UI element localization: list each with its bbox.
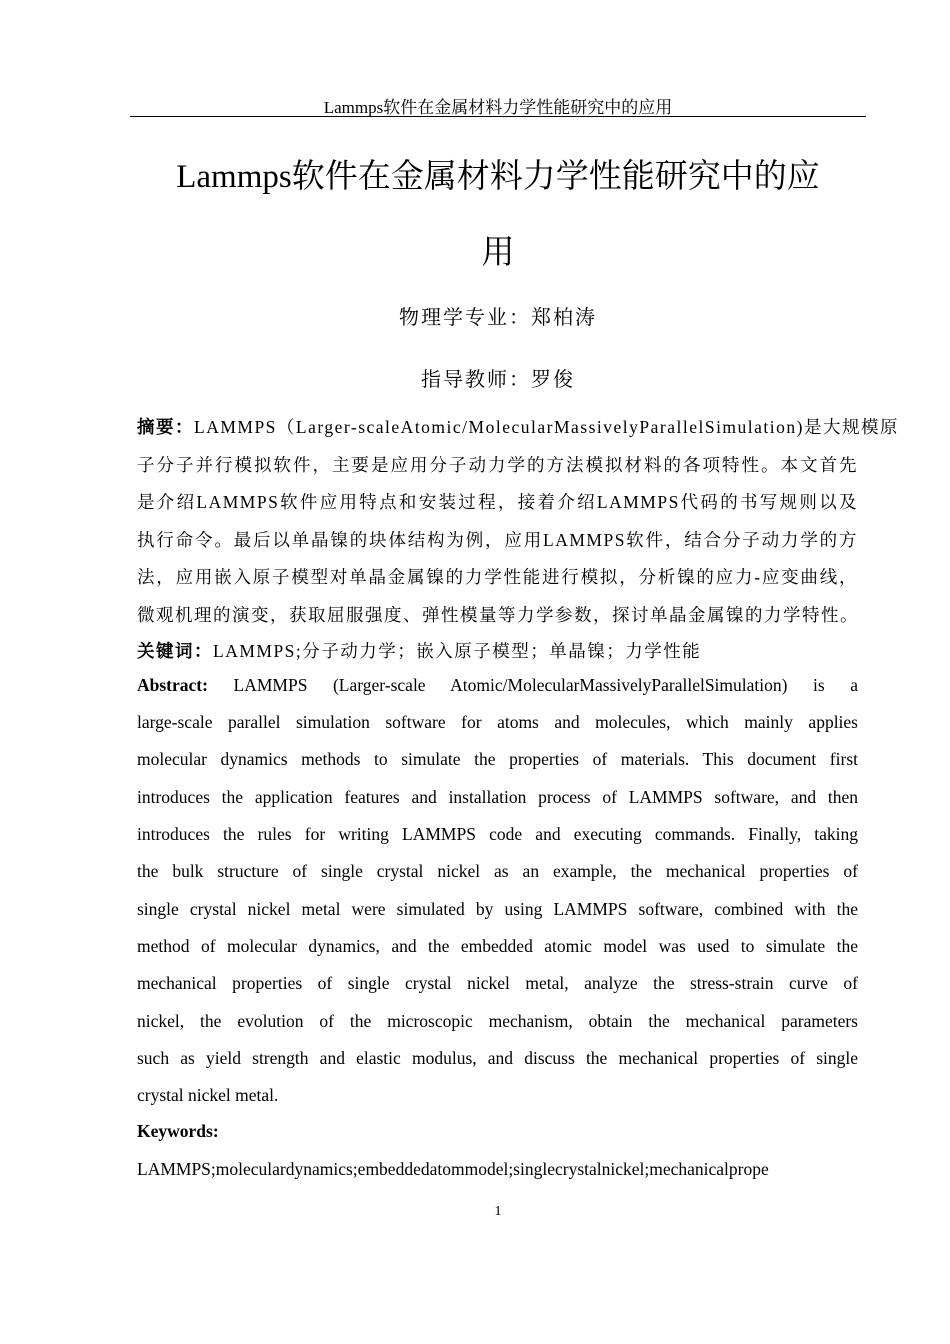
header-rule: [130, 116, 866, 117]
cn-abstract-line: 法，应用嵌入原子模型对单晶金属镍的力学性能进行模拟，分析镍的应力-应变曲线，: [137, 567, 858, 587]
cn-abstract-line: 微观机理的演变，获取屈服强度、弹性模量等力学参数，探讨单晶金属镍的力学特性。: [137, 605, 859, 625]
en-abstract-line: nickel, the evolution of the microscopic mechanism, obtain the mechanical parameters: [137, 1011, 858, 1031]
title-line-2: 用: [481, 235, 515, 271]
cn-abstract-line: 执行命令。最后以单晶镍的块体结构为例，应用LAMMPS软件，结合分子动力学的方: [137, 530, 858, 550]
en-keywords-label: Keywords:: [137, 1121, 219, 1141]
en-abstract-line: the bulk structure of single crystal nickel as an example, the mechanical properties of: [137, 861, 858, 881]
en-abstract-label: Abstract:: [137, 675, 208, 695]
en-abstract-line: mechanical properties of single crystal nickel metal, analyze the stress-strain curve of: [137, 973, 858, 993]
advisor: 指导教师：罗俊: [421, 369, 575, 391]
cn-abstract-line: 子分子并行模拟软件，主要是应用分子动力学的方法模拟材料的各项特性。本文首先: [137, 455, 858, 475]
author-major: 物理学专业：郑柏涛: [399, 307, 597, 329]
running-header: Lammps软件在金属材料力学性能研究中的应用: [323, 98, 673, 117]
en-abstract-line: introduces the application features and installation process of LAMMPS software, and then: [137, 787, 858, 807]
cn-keywords-label: 关键词：: [137, 641, 213, 661]
en-keywords: LAMMPS;moleculardynamics;embeddedatommodel;singlecrystalnickel;mechanicalprope: [137, 1159, 769, 1179]
en-abstract-line: introduces the rules for writing LAMMPS code and executing commands. Finally, taking: [137, 824, 858, 844]
en-abstract-line: single crystal nickel metal were simulated by using LAMMPS software, combined with the: [137, 899, 858, 919]
page-number: 1: [494, 1204, 502, 1219]
title-line-1: Lammps软件在金属材料力学性能研究中的应: [176, 159, 820, 195]
en-abstract-line: method of molecular dynamics, and the embedded atomic model was used to simulate the: [137, 936, 858, 956]
en-abstract-line: Abstract: LAMMPS (Larger-scale Atomic/MolecularMassivelyParallelSimulation) is a: [137, 675, 859, 695]
en-abstract-line: such as yield strength and elastic modulus, and discuss the mechanical properties of single: [137, 1048, 858, 1068]
en-abstract-line: crystal nickel metal.: [137, 1085, 279, 1105]
cn-abstract-label: 摘要：: [137, 417, 194, 437]
cn-abstract-line: 摘要：LAMMPS（Larger-scaleAtomic/MolecularMassivelyParallelSimulation)是大规模原: [137, 417, 899, 437]
cn-keywords: 关键词：LAMMPS;分子动力学；嵌入原子模型；单晶镍；力学性能: [137, 641, 702, 661]
en-abstract-line: molecular dynamics methods to simulate the properties of materials. This document first: [137, 749, 858, 769]
cn-abstract-line: 是介绍LAMMPS软件应用特点和安装过程，接着介绍LAMMPS代码的书写规则以及: [137, 492, 858, 512]
en-abstract-line: large-scale parallel simulation software for atoms and molecules, which mainly applies: [137, 712, 858, 732]
